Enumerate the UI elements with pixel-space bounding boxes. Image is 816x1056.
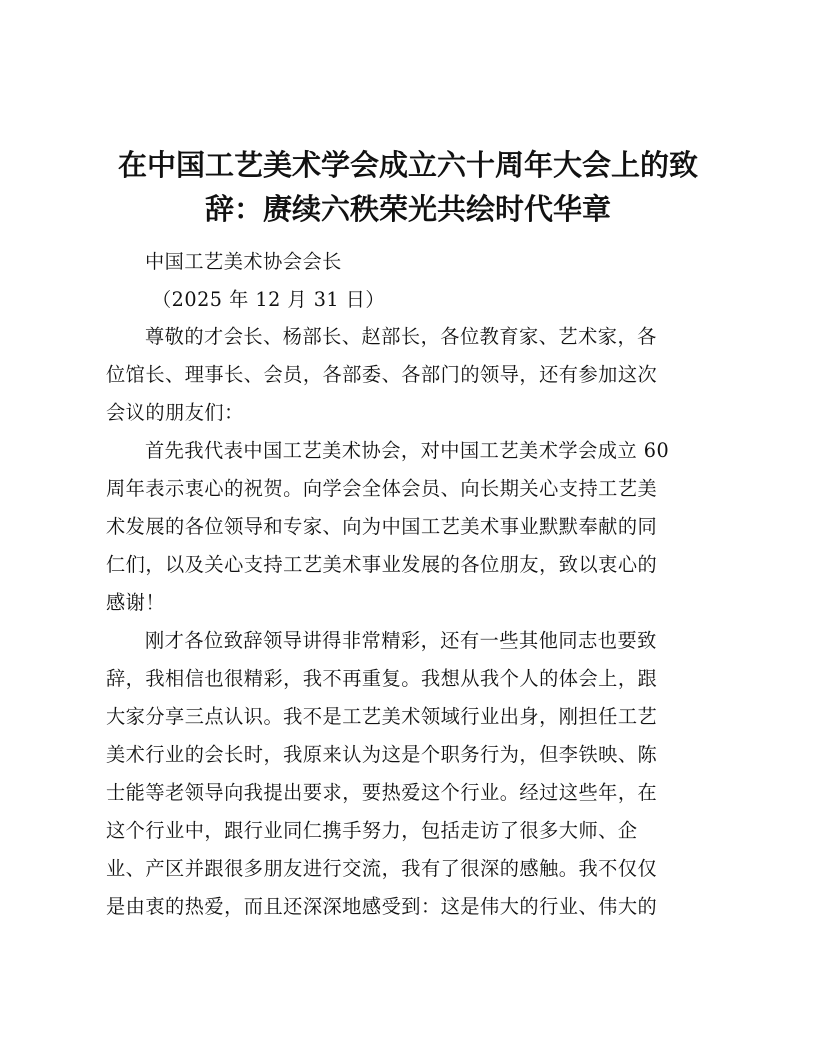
author-line: 中国工艺美术协会会长 — [145, 250, 342, 273]
body-line: 会议的朋友们： — [106, 401, 244, 424]
body-line: 士能等老领导向我提出要求，要热爱这个行业。经过这些年，在 — [106, 781, 658, 804]
body-line: 业、产区并跟很多朋友进行交流，我有了很深的感触。我不仅仅 — [106, 857, 658, 880]
body-line: 美术行业的会长时，我原来认为这是个职务行为，但李铁映、陈 — [106, 743, 658, 766]
body-line: 周年表示衷心的祝贺。向学会全体会员、向长期关心支持工艺美 — [106, 477, 658, 500]
body-line: 大家分享三点认识。我不是工艺美术领域行业出身，刚担任工艺 — [106, 705, 658, 728]
body-line: 尊敬的才会长、杨部长、赵部长，各位教育家、艺术家，各 — [145, 325, 657, 348]
body-line: 是由衷的热爱，而且还深深地感受到：这是伟大的行业、伟大的 — [106, 895, 658, 918]
body-line: 术发展的各位领导和专家、向为中国工艺美术事业默默奉献的同 — [106, 515, 658, 538]
body-line: 仁们，以及关心支持工艺美术事业发展的各位朋友，致以衷心的 — [106, 553, 658, 576]
date-line: （2025 年 12 月 31 日） — [152, 288, 386, 311]
body-line: 这个行业中，跟行业同仁携手努力，包括走访了很多大师、企 — [106, 819, 638, 842]
body-line: 位馆长、理事长、会员，各部委、各部门的领导，还有参加这次 — [106, 363, 658, 386]
body-line: 刚才各位致辞领导讲得非常精彩，还有一些其他同志也要致 — [145, 629, 657, 652]
body-line: 首先我代表中国工艺美术协会，对中国工艺美术学会成立 60 — [145, 439, 670, 462]
document-title-line-2: 辞：赓续六秩荣光共绘时代华章 — [204, 192, 611, 226]
body-line: 辞，我相信也很精彩，我不再重复。我想从我个人的体会上，跟 — [106, 667, 658, 690]
document-title-line-1: 在中国工艺美术学会成立六十周年大会上的致 — [117, 148, 698, 182]
body-line: 感谢！ — [106, 591, 166, 614]
